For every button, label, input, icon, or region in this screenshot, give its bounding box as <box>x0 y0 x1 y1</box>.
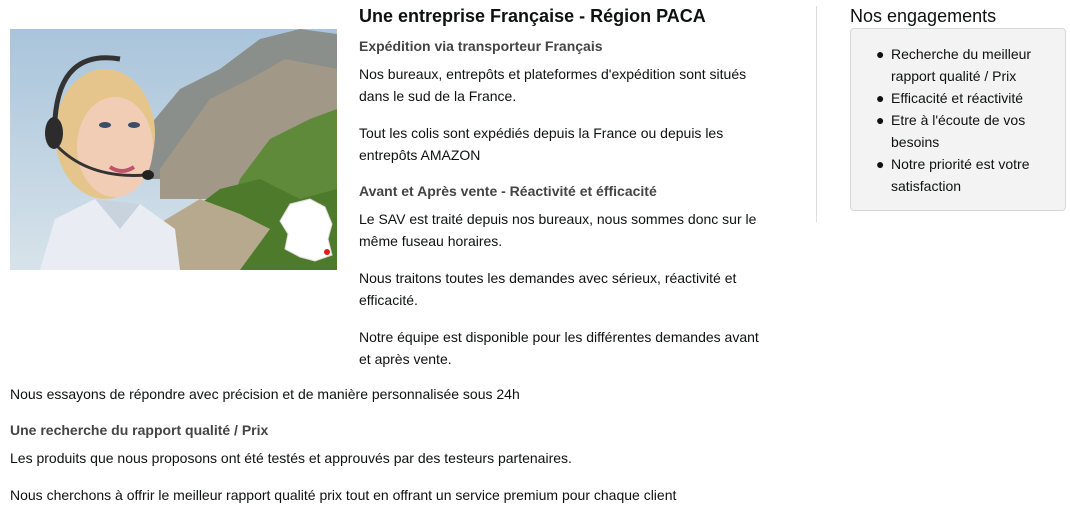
section-heading-quality: Une recherche du rapport qualité / Prix <box>10 422 269 438</box>
text-line: Etre à l'écoute de vos <box>891 112 1026 128</box>
tested-products-text: Les produits que nous proposons ont été testés et approuvés par des testeurs partenaires. <box>10 450 572 466</box>
service-paragraph-1 <box>359 208 789 252</box>
list-item <box>876 43 1055 87</box>
bullet-icon: ● <box>876 90 885 106</box>
commitments-box <box>850 28 1066 211</box>
bullet-icon: ● <box>876 46 885 62</box>
text-line: besoins <box>891 134 940 150</box>
shipping-paragraph-2 <box>359 122 789 166</box>
text-line: Nous traitons toutes les demandes avec sérieux, réactivité et <box>359 270 737 286</box>
premium-service-text: Nous cherchons à offrir le meilleur rapport qualité prix tout en offrant un service premium pour chaque client <box>10 487 677 503</box>
list-item <box>876 153 1055 197</box>
text-line: et après vente. <box>359 351 452 367</box>
section-heading-service: Avant et Après vente - Réactivité et éfficacité <box>359 183 657 199</box>
commitments-list <box>851 29 1065 197</box>
column-divider <box>816 6 817 222</box>
response-time-text: Nous essayons de répondre avec précision et de manière personnalisée sous 24h <box>10 386 520 402</box>
text-line: rapport qualité / Prix <box>891 68 1017 84</box>
text-line: Nos bureaux, entrepôts et plateformes d'expédition sont situés <box>359 66 747 82</box>
bullet-icon: ● <box>876 112 885 128</box>
page-title: Une entreprise Française - Région PACA <box>359 6 706 26</box>
section-heading-shipping: Expédition via transporteur Français <box>359 38 603 54</box>
text-line: satisfaction <box>891 178 962 194</box>
sidebar-title: Nos engagements <box>850 6 997 26</box>
list-item <box>876 109 1055 153</box>
text-line: même fuseau horaires. <box>359 233 503 249</box>
service-paragraph-3 <box>359 326 789 370</box>
list-item <box>876 87 1055 109</box>
text-line: Notre équipe est disponible pour les différentes demandes avant <box>359 329 759 345</box>
text-line: Notre priorité est votre <box>891 156 1030 172</box>
support-agent-photo <box>10 29 337 270</box>
main-content <box>359 4 789 370</box>
text-line: efficacité. <box>359 292 418 308</box>
shipping-paragraph-1 <box>359 63 789 107</box>
text-line: Tout les colis sont expédiés depuis la France ou depuis les <box>359 125 724 141</box>
service-paragraph-2 <box>359 267 789 311</box>
text-line: entrepôts AMAZON <box>359 147 481 163</box>
text-line: dans le sud de la France. <box>359 88 517 104</box>
text-line: Efficacité et réactivité <box>891 90 1024 106</box>
text-line: Le SAV est traité depuis nos bureaux, nous sommes donc sur le <box>359 211 757 227</box>
bullet-icon: ● <box>876 156 885 172</box>
text-line: Recherche du meilleur <box>891 46 1032 62</box>
